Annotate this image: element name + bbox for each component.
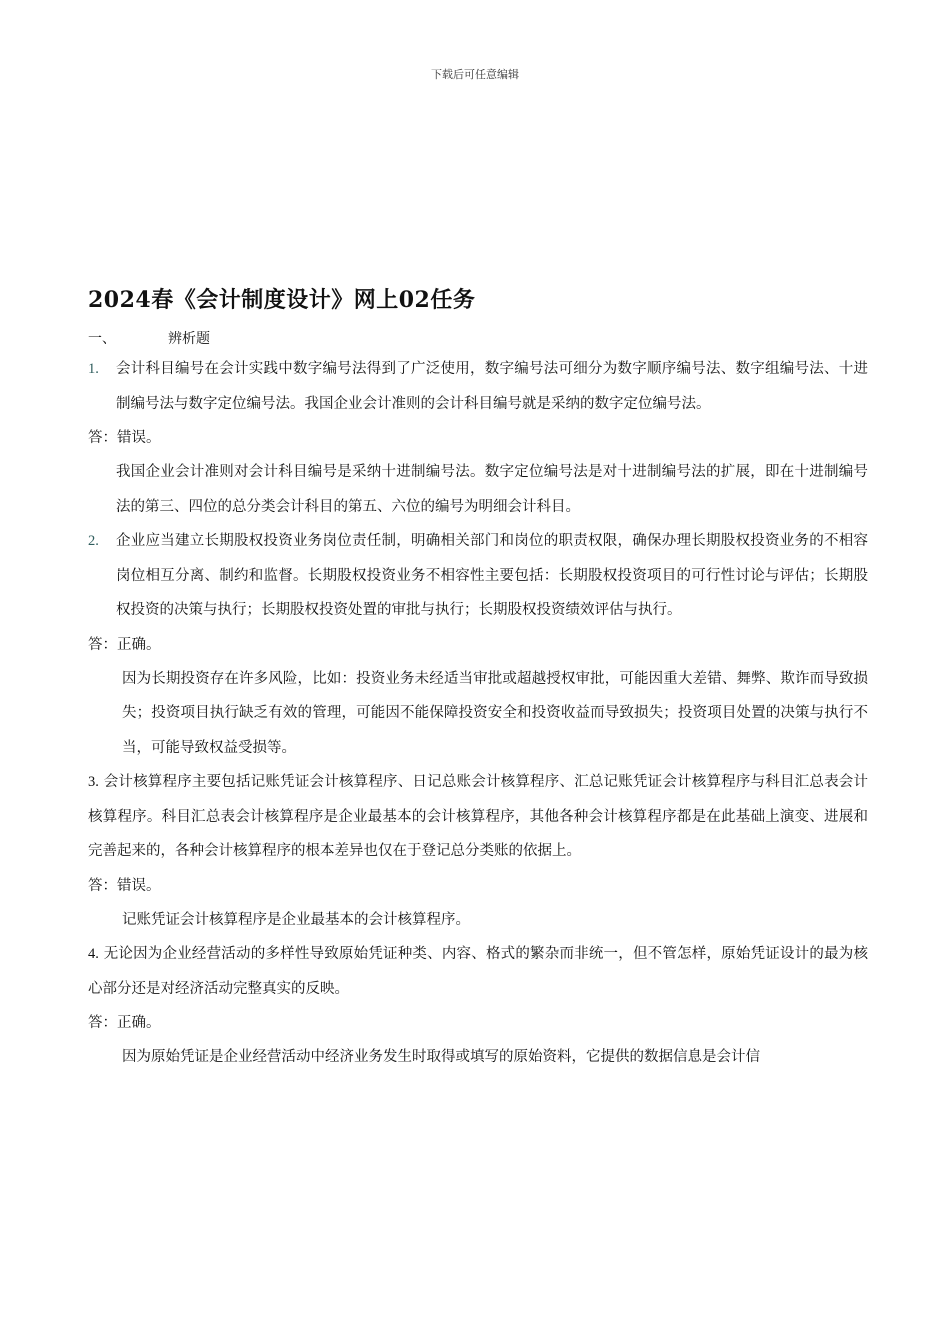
question-1	[88, 352, 868, 421]
question-text: 会计科目编号在会计实践中数字编号法得到了广泛使用，数字编号法可细分为数字顺序编号法、数字组编号法、十进制编号法与数字定位编号法。我国企业会计准则的会计科目编号就是采纳的数字定位编号法。	[116, 361, 868, 412]
page-title: 2024春《会计制度设计》网上02任务	[88, 287, 476, 313]
question-number: 1.	[88, 361, 99, 377]
question-text: 企业应当建立长期股权投资业务岗位责任制，明确相关部门和岗位的职责权限，确保办理长期股权投资业务的不相容岗位相互分离、制约和监督。长期股权投资业务不相容性主要包括：长期股权投资项目的可行性讨论与评估；长期股权投资的决策与执行；长期股权投资处置的审批与执行；长期股权投资绩效评估与执行。	[116, 533, 868, 618]
section-heading	[88, 326, 868, 352]
explanation-4: 因为原始凭证是企业经营活动中经济业务发生时取得或填写的原始资料，它提供的数据信息是会计信	[122, 1049, 760, 1065]
question-4	[88, 937, 868, 1006]
question-number: 2.	[88, 533, 99, 549]
question-number: 3.	[88, 774, 99, 790]
question-3	[88, 765, 868, 869]
section-number: 一、	[88, 331, 116, 347]
explanation-1: 我国企业会计准则对会计科目编号是采纳十进制编号法。数字定位编号法是对十进制编号法的扩展，即在十进制编号法的第三、四位的总分类会计科目的第五、六位的编号为明细会计科目。	[116, 464, 868, 515]
answer-2: 答：正确。	[88, 636, 161, 653]
document-body	[88, 282, 868, 1075]
explanation-2: 因为长期投资存在许多风险，比如：投资业务未经适当审批或超越授权审批，可能因重大差错、舞弊、欺诈而导致损失；投资项目执行缺乏有效的管理，可能因不能保障投资安全和投资收益而导致损失；投资项目处置的决策与执行不当，可能导致权益受损等。	[122, 670, 868, 756]
question-number: 4.	[88, 946, 99, 962]
answer-1: 答：错误。	[88, 430, 161, 446]
answer-3: 答：错误。	[88, 877, 161, 894]
section-label: 辨析题	[168, 331, 210, 347]
question-text: 会计核算程序主要包括记账凭证会计核算程序、日记总账会计核算程序、汇总记账凭证会计核算程序与科目汇总表会计核算程序。科目汇总表会计核算程序是企业最基本的会计核算程序，其他各种会计核算程序都是在此基础上演变、进展和完善起来的，各种会计核算程序的根本差异也仅在于登记总分类账的依据上。	[88, 774, 868, 859]
explanation-3: 记账凭证会计核算程序是企业最基本的会计核算程序。	[122, 911, 470, 928]
header-note: 下载后可任意编辑	[431, 68, 519, 81]
answer-4: 答：正确。	[88, 1015, 161, 1031]
question-text: 无论因为企业经营活动的多样性导致原始凭证种类、内容、格式的繁杂而非统一，但不管怎样，原始凭证设计的最为核心部分还是对经济活动完整真实的反映。	[88, 946, 868, 997]
question-2	[88, 524, 868, 628]
